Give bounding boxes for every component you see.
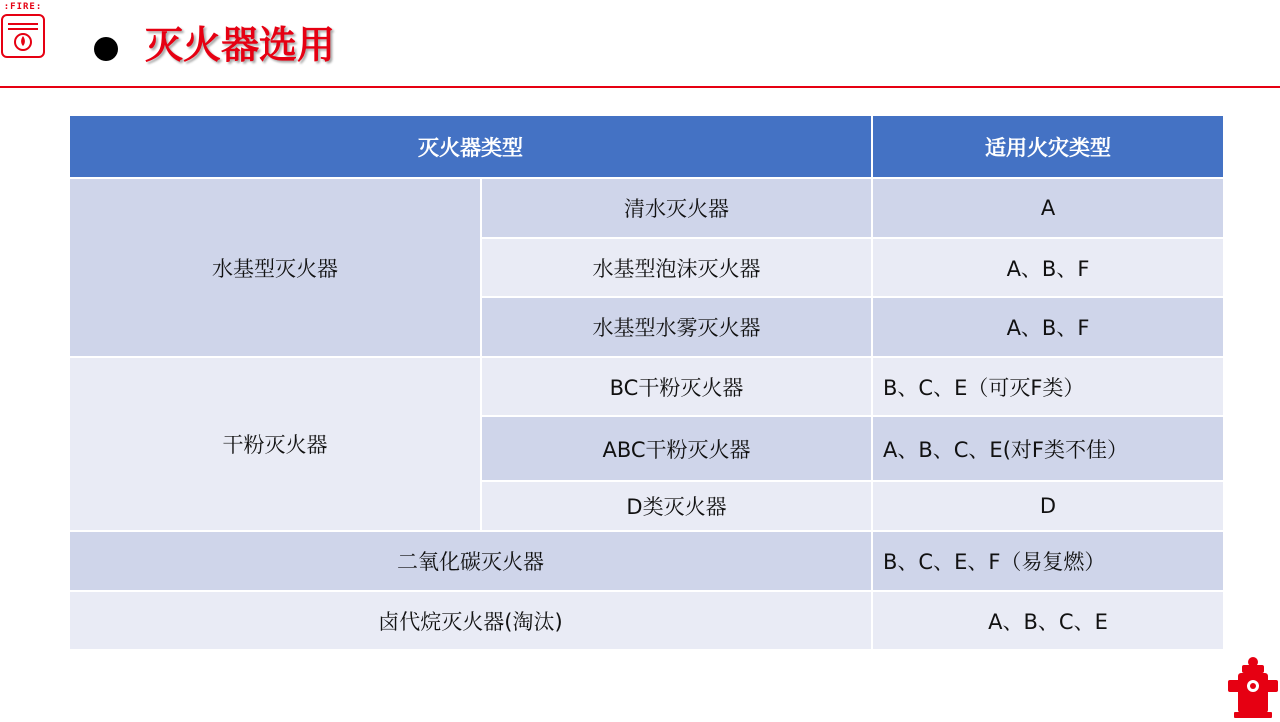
logo-text: :FIRE: [3, 2, 43, 12]
type-cell: BC干粉灭火器 [481, 357, 872, 416]
fire-cell: B、C、E、F（易复燃） [872, 531, 1224, 591]
title-bullet [94, 37, 118, 61]
header-type: 灭火器类型 [69, 115, 872, 178]
group-water: 水基型灭火器 [69, 178, 481, 357]
title-divider [0, 86, 1280, 88]
fire-cell: A、B、F [872, 238, 1224, 297]
type-cell: 清水灭火器 [481, 178, 872, 238]
fire-hydrant-icon [1226, 656, 1280, 718]
fire-cell: D [872, 481, 1224, 531]
table-row [69, 591, 1224, 650]
header-fire-class: 适用火灾类型 [872, 115, 1224, 178]
type-cell: ABC干粉灭火器 [481, 416, 872, 481]
fire-cell: B、C、E（可灭F类） [872, 357, 1224, 416]
fire-cell: A、B、C、E [872, 591, 1224, 650]
page-title: 灭火器选用 [145, 23, 336, 67]
type-cell: 水基型泡沫灭火器 [481, 238, 872, 297]
type-cell: 二氧化碳灭火器 [69, 531, 872, 591]
type-cell: D类灭火器 [481, 481, 872, 531]
fire-cell: A、B、F [872, 297, 1224, 357]
fire-logo-icon [0, 0, 46, 58]
table-row [69, 178, 1224, 238]
type-cell: 卤代烷灭火器(淘汰) [69, 591, 872, 650]
table-header-row [69, 115, 1224, 178]
fire-cell: A [872, 178, 1224, 238]
table-row [69, 357, 1224, 416]
fire-cell: A、B、C、E(对F类不佳） [872, 416, 1224, 481]
extinguisher-table [68, 114, 1225, 651]
group-powder: 干粉灭火器 [69, 357, 481, 531]
type-cell: 水基型水雾灭火器 [481, 297, 872, 357]
table-row [69, 531, 1224, 591]
